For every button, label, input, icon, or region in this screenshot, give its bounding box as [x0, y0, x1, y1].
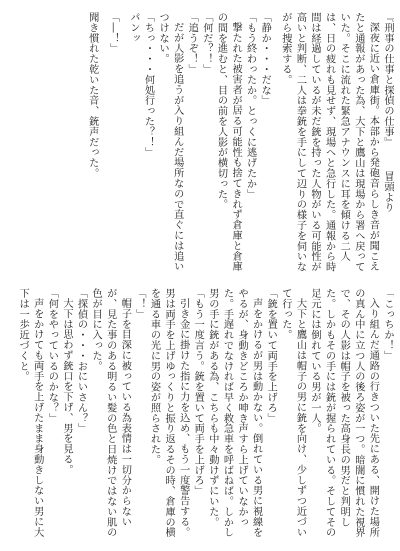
narration-paragraph: 声をかけても両手を上げたまま身動きしない男に大下は一歩近づくと。: [17, 288, 43, 538]
dialogue-line: 「もう終わったか。とっくに逃げたか」: [244, 12, 256, 200]
narration-paragraph: 声をかけるが男は動かない。倒れている男に視線をやるが、身動きどころか呻き声すら上げていなかった。手遅れでなければ早く救急車を呼ばねば。しかし男の手に銃がある為、こちらも中々動けずにいた。: [206, 288, 262, 538]
narration-paragraph: だが人影を追うが入り組んだ場所なので直ぐには追いつけない。: [157, 12, 183, 272]
dialogue-line: 「何だ？！」: [200, 12, 212, 75]
dialogue-line: 「ちっ・・・何処行った？！」: [142, 12, 154, 158]
narration-paragraph: 聞き慣れた乾いた音、銃声だった。: [86, 12, 98, 179]
bottom-vertical-text: [15, 288, 394, 544]
dialogue-line: 「静か・・・だな」: [259, 12, 271, 106]
story-heading: [379, 12, 394, 274]
narration-paragraph: 大下と鷹山は帽子の男に銃を向け、少しずつ近づいて行った。: [279, 288, 306, 538]
narration-paragraph: 帽子を目深に被っている為表情は一切分からないが、見た事のある明るい髪の色と日焼けではない肌の色が目に入った。: [90, 288, 131, 538]
narration-paragraph: 撃たれた被害者が居る可能性も捨てきれず倉庫と倉庫の間を進むと、目の前を人影が横切った。: [215, 12, 242, 272]
dialogue-line: 「もう一度言う。銃を置いて両手を上げろ」: [192, 288, 204, 496]
dialogue-line: 「銃を置いて両手を上げろ」: [265, 288, 277, 424]
narration-paragraph: 深夜に近い倉庫街。本部から発砲音らしき音が聞こえたと通報があった為、大下と鷹山は現場から署へ戻っていた。そこに流れた緊急アナウンスに耳を傾ける二人は、日の疲れも見せず、現場へと急行した。通報から時間は経過しているが未だ銃を持った人物がいる可能性が高いと判断、二人は拳銃を手にして辺りの様子を伺いながら捜索する。: [279, 12, 379, 272]
sound-effect: パンッ: [127, 12, 139, 44]
narration-paragraph: 入り組んだ通路の行きついた先にある、開けた場所の真ん中に立つ人の後ろ姿が一つ。暗闇に慣れた視界で、その人影は帽子を被った高身長の男だと判明した。しかもその手には銃が握られている。そしてその足元には倒れている男が一人。: [309, 288, 379, 538]
dialogue-line: 「探偵の・・・おにいさん？」: [75, 288, 87, 434]
story-subtitle: 冒頭より: [382, 171, 393, 213]
dialogue-line: 「何をやっているのかな？」: [46, 288, 58, 424]
story-title: 『刑事の仕事と探偵の仕事』: [382, 12, 393, 148]
dialogue-line: 「―！」: [107, 12, 119, 54]
dialogue-line: 「こっちか！」: [382, 288, 393, 361]
top-vertical-text: [78, 12, 394, 274]
dialogue-line: 「追うぞ！」: [186, 12, 198, 75]
narration-paragraph: 大下は思わず銃口を下げ、男を見る。: [60, 298, 72, 475]
dialogue-line: 「！」: [133, 288, 145, 320]
bottom-text-block: [6, 288, 394, 544]
narration-paragraph: 引き金に掛けた指に力を込め、もう一度警告する。男は両手を上げゆっくりと振り返るその時、倉庫の横を通る車の光に男の姿が照らされた。: [148, 288, 189, 538]
top-text-block: [6, 12, 394, 274]
